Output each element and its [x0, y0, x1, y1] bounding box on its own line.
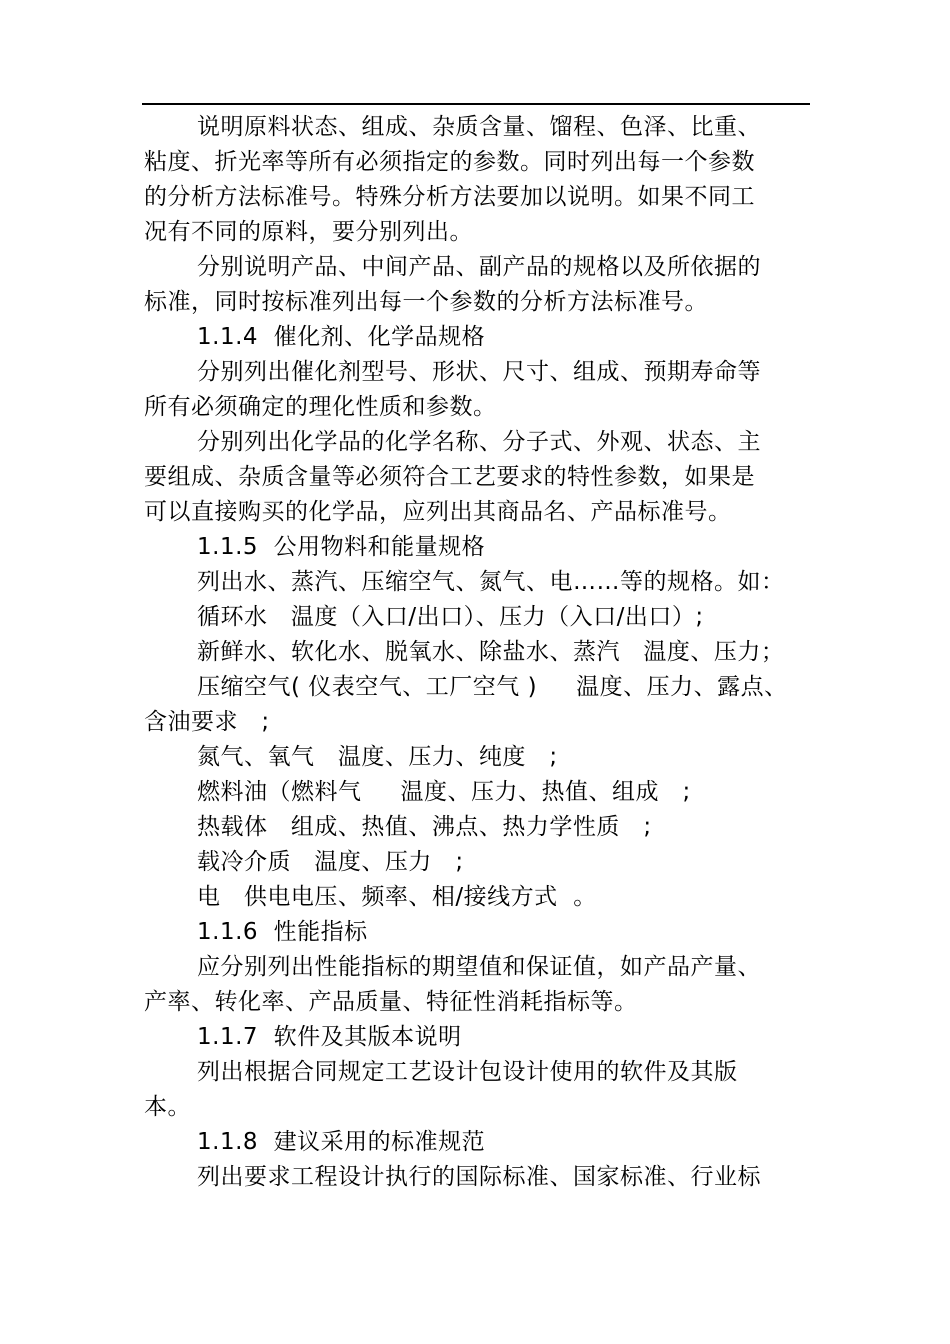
list-item: 电 供电电压、频率、相/接线方式 。 — [197, 884, 597, 910]
paragraph-line: 分别列出催化剂型号、形状、尺寸、组成、预期寿命等 — [197, 359, 761, 385]
paragraph-line: 的分析方法标准号。特殊分析方法要加以说明。如果不同工 — [144, 184, 755, 210]
paragraph-line: 产率、转化率、产品质量、特征性消耗指标等。 — [144, 989, 638, 1015]
top-rule — [142, 103, 810, 105]
list-item: 压缩空气( 仪表空气、工厂空气 ) 温度、压力、露点、 — [197, 674, 788, 700]
paragraph-line: 分别列出化学品的化学名称、分子式、外观、状态、主 — [197, 429, 761, 455]
section-heading: 1.1.6 性能指标 — [197, 919, 368, 945]
paragraph-line: 分别说明产品、中间产品、副产品的规格以及所依据的 — [197, 254, 761, 280]
paragraph-line: 粘度、折光率等所有必须指定的参数。同时列出每一个参数 — [144, 149, 755, 175]
list-item: 燃料油（燃料气 温度、压力、热值、组成 ; — [197, 779, 691, 805]
list-item: 新鲜水、软化水、脱氧水、除盐水、蒸汽 温度、压力； — [197, 639, 785, 665]
paragraph-line: 标准，同时按标准列出每一个参数的分析方法标准号。 — [144, 289, 708, 315]
paragraph-line: 要组成、杂质含量等必须符合工艺要求的特性参数，如果是 — [144, 464, 755, 490]
section-heading: 1.1.7 软件及其版本说明 — [197, 1024, 462, 1050]
paragraph-line: 列出根据合同规定工艺设计包设计使用的软件及其版 — [197, 1059, 738, 1085]
list-item: 载冷介质 温度、压力 ; — [197, 849, 464, 875]
paragraph-line: 列出水、蒸汽、压缩空气、氮气、电……等的规格。如： — [197, 569, 785, 595]
paragraph-line: 本。 — [144, 1094, 191, 1120]
list-item: 含油要求 ; — [144, 709, 270, 735]
paragraph-line: 况有不同的原料，要分别列出。 — [144, 219, 473, 245]
section-heading: 1.1.8 建议采用的标准规范 — [197, 1129, 486, 1155]
paragraph-line: 可以直接购买的化学品，应列出其商品名、产品标准号。 — [144, 499, 732, 525]
paragraph-line: 说明原料状态、组成、杂质含量、馏程、色泽、比重、 — [197, 114, 761, 140]
section-heading: 1.1.5 公用物料和能量规格 — [197, 534, 486, 560]
paragraph-line: 所有必须确定的理化性质和参数。 — [144, 394, 497, 420]
list-item: 热载体 组成、热值、沸点、热力学性质 ; — [197, 814, 652, 840]
list-item: 氮气、氧气 温度、压力、纯度 ; — [197, 744, 558, 770]
list-item: 循环水 温度（入口/出口）、压力（入口/出口）; — [197, 604, 704, 630]
section-heading: 1.1.4 催化剂、化学品规格 — [197, 324, 486, 350]
paragraph-line: 列出要求工程设计执行的国际标准、国家标准、行业标 — [197, 1164, 761, 1190]
paragraph-line: 应分别列出性能指标的期望值和保证值，如产品产量、 — [197, 954, 761, 980]
